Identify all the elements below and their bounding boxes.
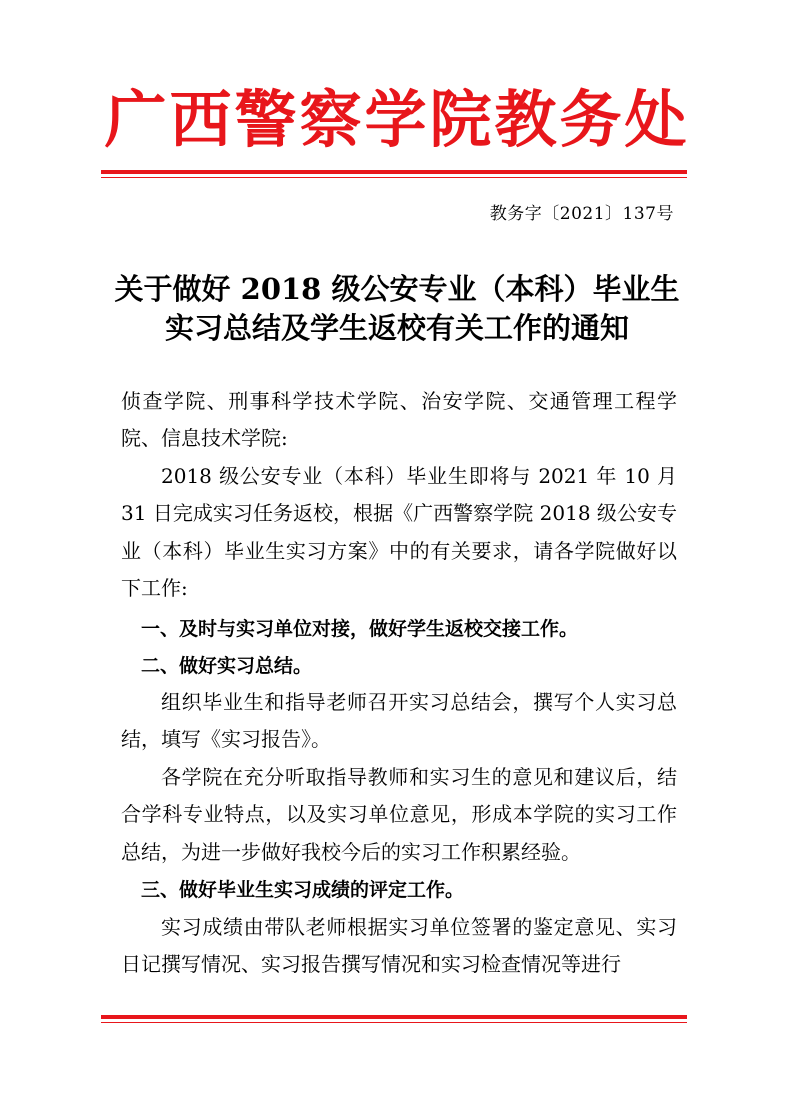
section3-paragraph-1: 实习成绩由带队老师根据实习单位签署的鉴定意见、实习日记撰写情况、实习报告撰写情况和实习检查情况等进行	[121, 915, 677, 977]
recipients-paragraph: 侦查学院、刑事科学技术学院、治安学院、交通管理工程学院、信息技术学院:	[121, 389, 677, 451]
section1-heading: 一、及时与实习单位对接，做好学生返校交接工作。	[141, 618, 579, 640]
intro-paragraph: 2018 级公安专业（本科）毕业生即将与 2021 年 10 月 31 日完成实习任务返校，根据《广西警察学院 2018 级公安专业（本科）毕业生实习方案》中的有关要求，请各学院做好以下工作:	[121, 464, 677, 601]
notice-title-line1: 关于做好 2018 级公安专业（本科）毕业生	[114, 272, 680, 306]
footer-rule-thick	[101, 1015, 687, 1019]
section2-heading: 二、做好实习总结。	[141, 655, 313, 677]
notice-title-line2: 实习总结及学生返校有关工作的通知	[164, 311, 629, 345]
footer-rule-thin	[101, 1022, 687, 1023]
section2-paragraph-1: 组织毕业生和指导老师召开实习总结会，撰写个人实习总结，填写《实习报告》。	[121, 690, 677, 752]
section3-heading: 三、做好毕业生实习成绩的评定工作。	[141, 879, 465, 901]
header-rule-thin	[101, 177, 687, 178]
section2-paragraph-2: 各学院在充分听取指导教师和实习生的意见和建议后，结合学科专业特点，以及实习单位意见，形成本学院的实习工作总结，为进一步做好我校今后的实习工作积累经验。	[121, 765, 677, 864]
header-rule-thick	[101, 170, 687, 174]
document-number: 教务字〔2021〕137号	[489, 204, 674, 224]
org-header-title: 广西警察学院教务处	[104, 83, 690, 156]
